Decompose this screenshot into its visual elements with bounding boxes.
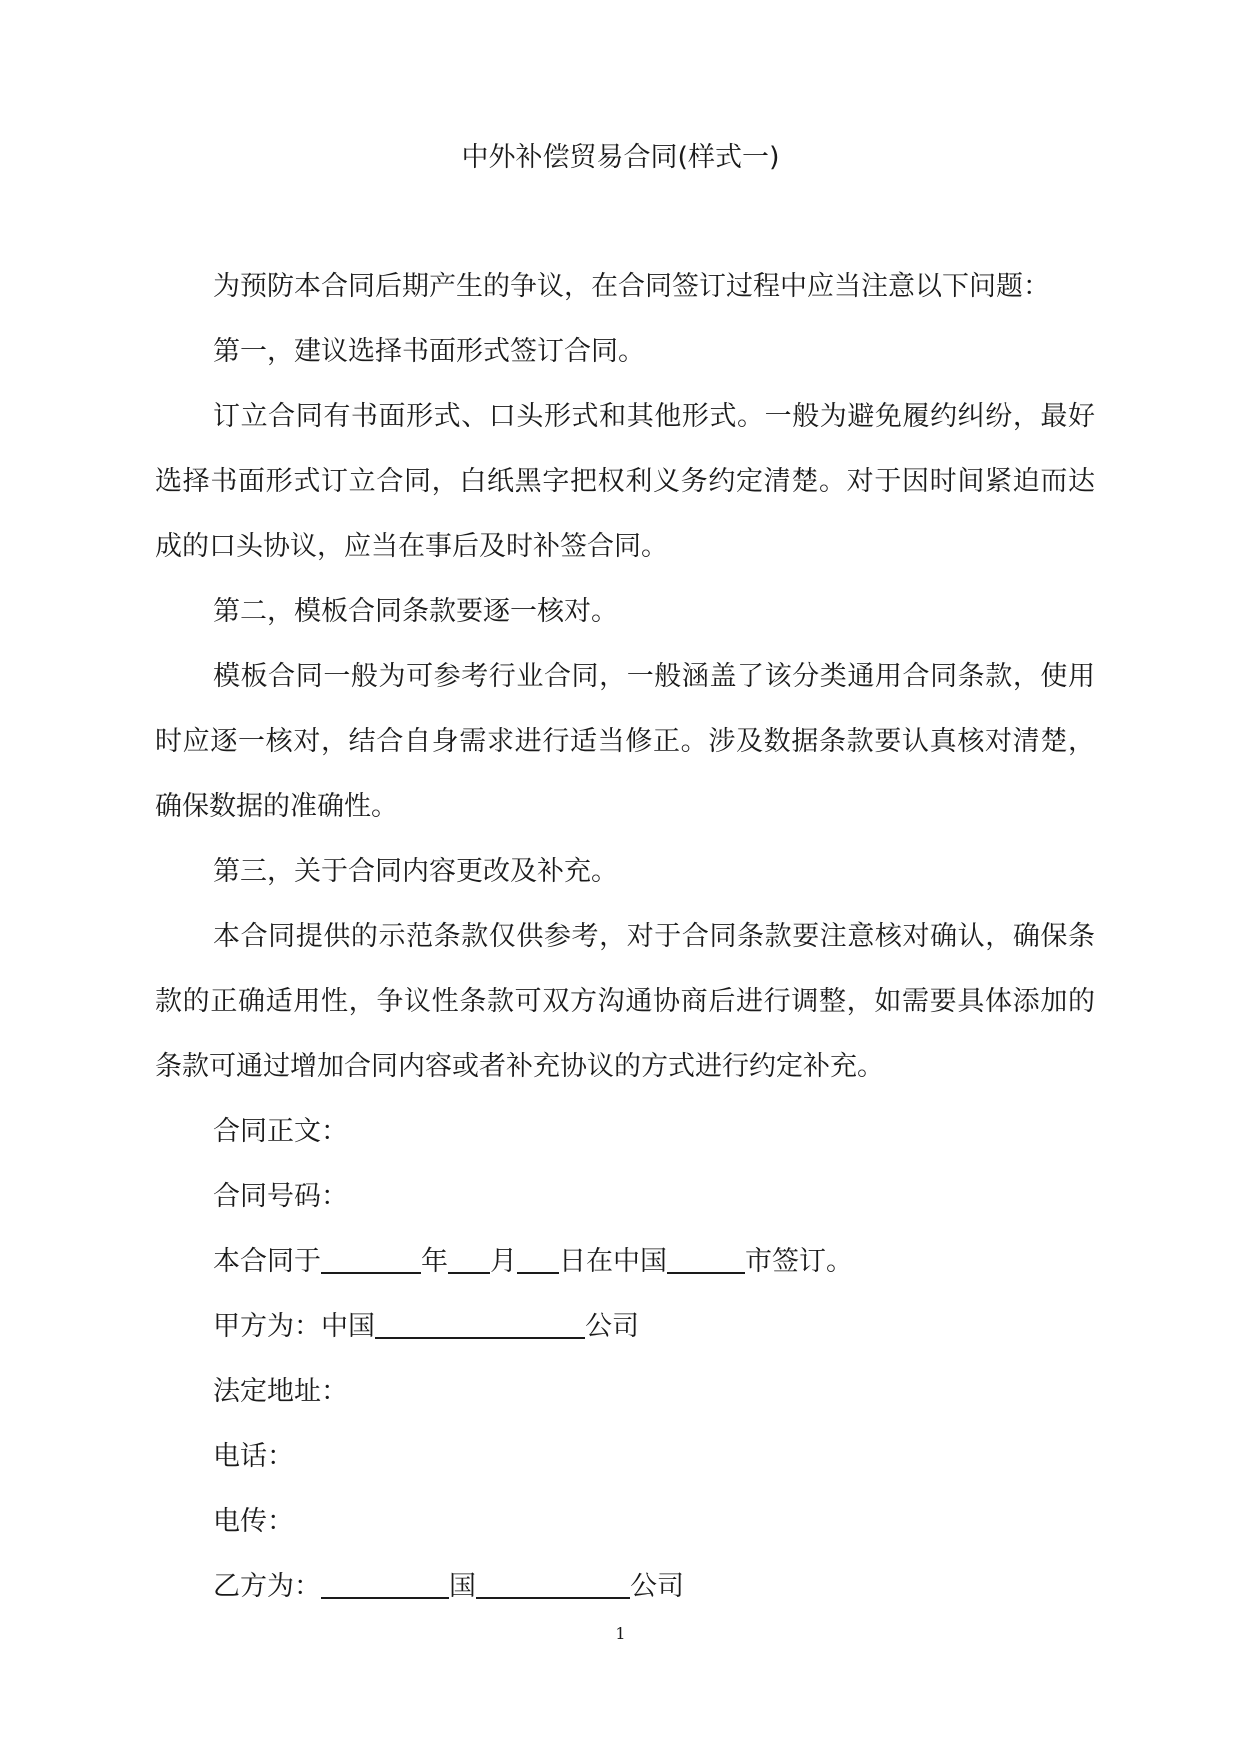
month-blank [448, 1242, 490, 1274]
party-a-prefix: 甲方为：中国 [213, 1311, 375, 1342]
party-a-suffix: 公司 [585, 1311, 639, 1342]
contract-number-label: 合同号码： [213, 1181, 348, 1212]
point2-heading: 第二，模板合同条款要逐一核对。 [213, 596, 618, 627]
point1-heading: 第一，建议选择书面形式签订合同。 [213, 336, 645, 367]
party-b-line [155, 1554, 1095, 1619]
city-blank [667, 1242, 745, 1274]
party-b-company-blank [476, 1567, 630, 1599]
signing-line [155, 1229, 1095, 1294]
document-body [155, 254, 1095, 1619]
signing-month: 月 [490, 1246, 517, 1277]
point3-heading: 第三，关于合同内容更改及补充。 [213, 856, 618, 887]
legal-address-label: 法定地址： [213, 1376, 348, 1407]
document-title: 中外补偿贸易合同(样式一) [461, 142, 780, 173]
point2-body: 模板合同一般为可参考行业合同，一般涵盖了该分类通用合同条款，使用时应逐一核对，结合自身需求进行适当修正。涉及数据条款要认真核对清楚，确保数据的准确性。 [155, 661, 1095, 822]
party-b-suffix: 公司 [630, 1571, 684, 1602]
party-a-company-blank [375, 1307, 585, 1339]
year-blank [321, 1242, 421, 1274]
page-number: 1 [615, 1624, 626, 1643]
signing-day: 日在中国 [559, 1246, 667, 1277]
party-b-middle: 国 [449, 1571, 476, 1602]
party-b-prefix: 乙方为： [213, 1571, 321, 1602]
fax-label: 电传： [213, 1506, 294, 1537]
signing-prefix: 本合同于 [213, 1246, 321, 1277]
phone-label: 电话： [213, 1441, 294, 1472]
party-b-country-blank [321, 1567, 449, 1599]
day-blank [517, 1242, 559, 1274]
point3-body: 本合同提供的示范条款仅供参考，对于合同条款要注意核对确认，确保条款的正确适用性，争议性条款可双方沟通协商后进行调整，如需要具体添加的条款可通过增加合同内容或者补充协议的方式进行约定补充。 [155, 921, 1095, 1082]
party-a-line [155, 1294, 1095, 1359]
signing-year: 年 [421, 1246, 448, 1277]
point1-body: 订立合同有书面形式、口头形式和其他形式。一般为避免履约纠纷，最好选择书面形式订立合同，白纸黑字把权利义务约定清楚。对于因时间紧迫而达成的口头协议，应当在事后及时补签合同。 [155, 401, 1095, 562]
intro-paragraph: 为预防本合同后期产生的争议，在合同签订过程中应当注意以下问题： [213, 271, 1050, 302]
contract-body-label: 合同正文： [213, 1116, 348, 1147]
signing-suffix: 市签订。 [745, 1246, 853, 1277]
